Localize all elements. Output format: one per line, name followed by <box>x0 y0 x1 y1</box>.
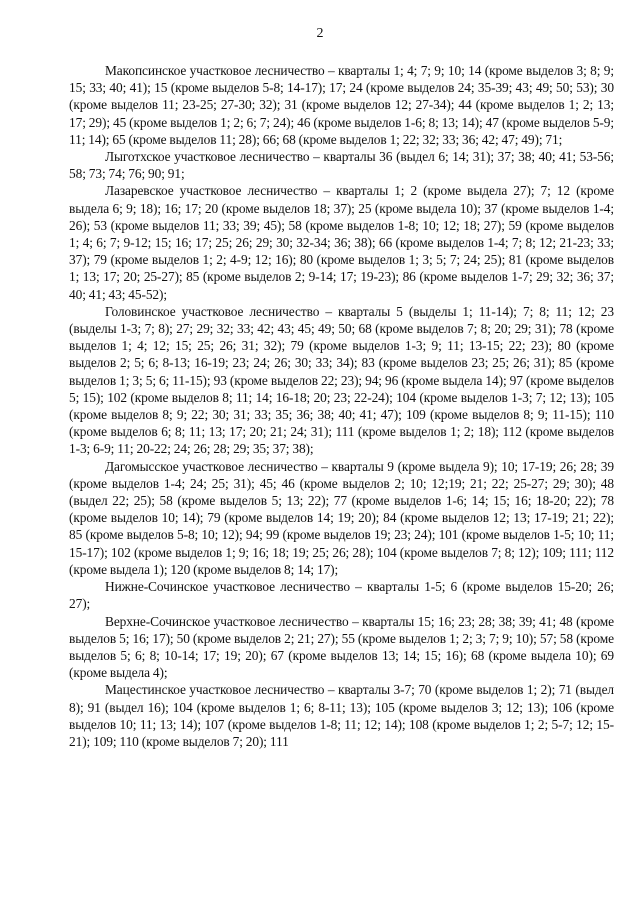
paragraph-verkhne-sochinskoe: Верхне-Сочинское участковое лесничество – кварталы 15; 16; 23; 28; 38; 39; 41; 48 (кроме выделов 5; 16; 17); 50 (кроме выделов 2; 21; 27); 55 (кроме выделов 1; 2; 3; 7; 9; 10); 57; 58 (кроме выделов 5; 6; 8; 10-14; 17; 19; 20); 67 (кроме выделов 13; 14; 15; 16); 68 (кроме выдела 10); 69 (кроме выдела 4); <box>69 613 614 681</box>
paragraph-matsestinskoe: Мацестинское участковое лесничество – кварталы 3-7; 70 (кроме выделов 1; 2); 71 (выдел 8); 91 (выдел 16); 104 (кроме выделов 1; 6; 8-11; 13); 105 (кроме выделов 3; 12; 13); 106 (кроме выделов 10; 11; 13; 14); 107 (кроме выделов 1-8; 11; 12; 14); 108 (кроме выделов 1; 2; 5-7; 12; 15-21); 109; 110 (кроме выделов 7; 20); 111 <box>69 682 614 749</box>
page-number: 2 <box>316 26 324 41</box>
paragraph-nizhne-sochinskoe: Нижне-Сочинское участковое лесничество – кварталы 1-5; 6 (кроме выделов 15-20; 26; 27); <box>69 579 614 612</box>
paragraph-lygotkhskoe: Лыготхское участковое лесничество – кварталы 36 (выдел 6; 14; 31); 37; 38; 40; 41; 53-56; 58; 73; 74; 76; 90; 91; <box>69 149 614 182</box>
paragraph-makopsinskoe: Макопсинское участковое лесничество – кварталы 1; 4; 7; 9; 10; 14 (кроме выделов 3; 8; 9; 15; 33; 40; 41); 15 (кроме выделов 5-8; 14-17); 17; 24 (кроме выделов 24; 35-39; 43; 49; 50; 53); 30 (кроме выделов 11; 23-25; 27-30; 32); 31 (кроме выделов 12; 27-34); 44 (кроме выделов 1; 2; 13; 17; 29); 45 (кроме выделов 1; 2; 6; 7; 24); 46 (кроме выделов 1-6; 8; 13; 14); 47 (кроме выделов 5-9; 11; 14); 65 (кроме выделов 11; 28); 66; 68 (кроме выделов 1; 22; 32; 33; 36; 42; 47; 49); 71; <box>69 63 614 147</box>
paragraph-lazarevskoe: Лазаревское участковое лесничество – кварталы 1; 2 (кроме выдела 27); 7; 12 (кроме выдела 6; 9; 18); 16; 17; 20 (кроме выделов 18; 37); 25 (кроме выдела 10); 37 (кроме выделов 1-4; 26); 53 (кроме выделов 11; 33; 39; 45); 58 (кроме выделов 1-8; 10; 12; 18; 27); 59 (кроме выделов 1; 4; 6; 7; 9-12; 15; 16; 17; 25; 26; 29; 30; 32-34; 36; 38); 66 (кроме выделов 1-4; 7; 8; 12; 21-23; 33; 37); 79 (кроме выделов 1; 2; 4-9; 12; 16); 80 (кроме выделов 1; 3; 5; 7; 24; 25); 81 (кроме выделов 1; 13; 17; 20; 25-27); 85 (кроме выделов 2; 9-14; 17; 19-23); 86 (кроме выделов 1-7; 29; 32; 36; 37; 40; 41; 43; 45-52); <box>69 183 614 302</box>
paragraph-golovinskoe: Головинское участковое лесничество – кварталы 5 (выделы 1; 11-14); 7; 8; 11; 12; 23 (выделы 1-3; 7; 8); 27; 29; 32; 33; 42; 43; 45; 49; 50; 68 (кроме выделов 7; 8; 20; 29; 31); 78 (кроме выделов 1; 4; 12; 15; 25; 26; 31; 32); 79 (кроме выделов 1-3; 9; 11; 13-15; 22; 23); 80 (кроме выделов 2; 5; 6; 8-13; 16-19; 23; 24; 26; 30; 33; 34); 83 (кроме выделов 23; 25; 26; 31); 85 (кроме выделов 1; 3; 5; 6; 11-15); 93 (кроме выделов 22; 23); 94; 96 (кроме выдела 14); 97 (кроме выделов 5; 15); 102 (кроме выделов 8; 11; 14; 16-18; 20; 23; 22-24); 104 (кроме выделов 1-3; 7; 12; 13); 105 (кроме выделов 8; 9; 22; 30; 31; 33; 35; 36; 38; 40; 41; 47); 109 (кроме выделов 8; 9; 11-15); 110 (кроме выделов 6; 8; 11; 13; 17; 20; 21; 24; 31); 111 (кроме выделов 1; 2; 18); 112 (кроме выделов 1-3; 6-9; 11; 20-22; 24; 26; 28; 29; 35; 37; 38); <box>69 303 614 457</box>
document-body <box>69 62 614 750</box>
paragraph-dagomysskoe: Дагомысское участковое лесничество – кварталы 9 (кроме выдела 9); 10; 17-19; 26; 28; 39 (кроме выделов 1-4; 24; 25; 31); 45; 46 (кроме выделов 2; 10; 12;19; 21; 22; 25-27; 29; 30); 48 (выдел 22; 25); 58 (кроме выделов 5; 13; 22); 77 (кроме выделов 1-6; 14; 15; 16; 18-20; 22); 78 (кроме выделов 10; 14); 79 (кроме выделов 14; 19; 20); 84 (кроме выделов 12; 13; 17-19; 21; 22); 85 (кроме выделов 5-8; 10; 12); 94; 99 (кроме выделов 19; 23; 24); 101 (кроме выделов 1-5; 10; 11; 15-17); 102 (кроме выделов 1; 9; 16; 18; 19; 25; 26; 28); 104 (кроме выделов 7; 8; 12); 109; 111; 112 (кроме выдела 1); 120 (кроме выделов 8; 14; 17); <box>69 458 614 577</box>
